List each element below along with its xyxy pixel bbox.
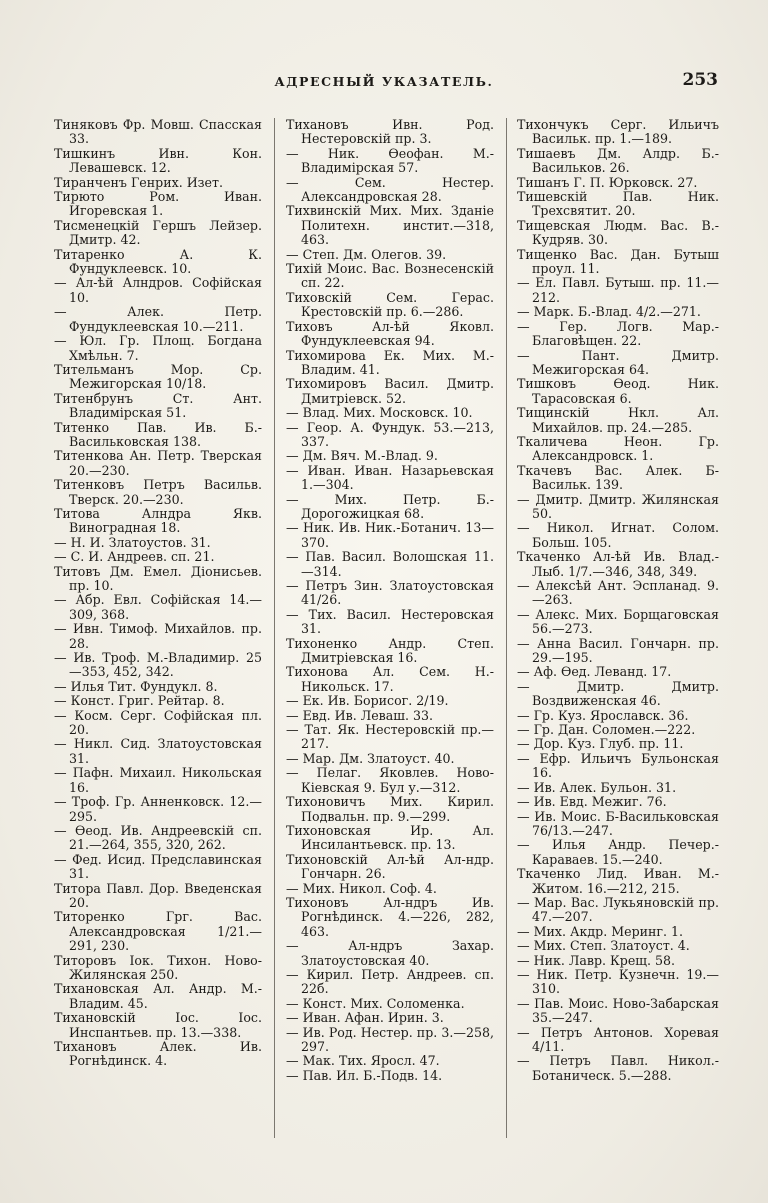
directory-entry: — Ник. Петр. Кузнечн. 19.—310. (517, 966, 719, 997)
directory-entry: — Сем. Нестер. Александровская 28. (286, 174, 494, 205)
directory-entry: — Степ. Дм. Олегов. 39. (286, 246, 447, 262)
directory-entry: — Косм. Серг. Софійская пл. 20. (54, 707, 262, 738)
column-divider (274, 118, 275, 1138)
directory-entry: Титенковъ Петръ Васильв. Тверск. 20.—230. (54, 477, 262, 507)
directory-entry: — Мих. Никол. Соф. 4. (286, 880, 437, 896)
directory-entry: — С. И. Андреев. сп. 21. (54, 549, 215, 565)
directory-entry: — Дм. Вяч. М.-Влад. 9. (286, 448, 438, 464)
directory-entry: Титора Павл. Дор. Введенская 20. (54, 880, 262, 910)
directory-entry: Тищевская Людм. Вас. В.-Кудряв. 30. (517, 217, 719, 248)
directory-entry: — Мар. Вас. Лукьяновскій пр. 47.—207. (517, 894, 719, 925)
directory-entry: Тишанъ Г. П. Юрковск. 27. (517, 174, 698, 190)
directory-entry: Тихановская Ал. Андр. М.-Владим. 45. (54, 981, 262, 1011)
directory-entry: — Мих. Степ. Златоуст. 4. (517, 938, 690, 954)
directory-entry: — Аф. Өед. Леванд. 17. (517, 664, 672, 680)
directory-entry: Ткаченко Ал-ѣй Ив. Влад.-Лыб. 1/7.—346, 348, 349. (517, 549, 719, 579)
directory-entry: Ткаченко Лид. Иван. М.-Житом. 16.—212, 215. (517, 866, 719, 896)
directory-entry: — Гр. Дан. Соломен.—222. (517, 722, 696, 738)
directory-entry: Тихончукъ Серг. Ильичъ Васильк. пр. 1.—189. (517, 117, 719, 147)
directory-entry: — Ник. Лавр. Крещ. 58. (517, 952, 676, 968)
column-2 (286, 118, 494, 1083)
directory-entry: — Петръ Антонов. Хоревая 4/11. (517, 1024, 719, 1054)
directory-entry: Титоровъ Іок. Тихон. Ново-Жилянская 250. (54, 952, 262, 982)
directory-entry: — Алек. Петр. Фундуклеевская 10.—211. (54, 304, 262, 334)
directory-entry: — Гр. Куз. Ярославск. 36. (517, 707, 689, 723)
directory-entry: Тихомировъ Васил. Дмитр. Дмитріевск. 52. (286, 376, 494, 406)
directory-entry: — Конст. Григ. Рейтар. 8. (54, 693, 225, 709)
directory-entry: — Тат. Як. Нестеровскій пр.—217. (286, 722, 494, 752)
directory-entry: — Пелаг. Яковлев. Ново-Кіевская 9. Бул у.—312. (286, 765, 494, 795)
directory-entry: — Ив. Евд. Межиг. 76. (517, 794, 667, 810)
directory-entry: Тихоновичъ Мих. Кирил. Подвальн. пр. 9.—299. (286, 794, 494, 824)
directory-entry: — Марк. Б.-Влад. 4/2.—271. (517, 304, 701, 320)
directory-entry: Ткачевъ Вас. Алек. Б-Васильк. 139. (517, 462, 719, 493)
directory-entry: — Геор. А. Фундук. 53.—213, 337. (286, 419, 494, 449)
directory-entry: Титенбрунъ Ст. Ант. Владимірская 51. (54, 390, 262, 421)
directory-entry: — Фед. Исид. Предславинская 31. (54, 851, 262, 882)
directory-entry: — Анна Васил. Гончарн. пр. 29.—195. (517, 635, 719, 666)
directory-entry: — Мак. Тих. Яросл. 47. (286, 1053, 440, 1069)
directory-entry: Тихановскій Іос. Іос. Инспантьев. пр. 13.—338. (54, 1010, 262, 1040)
directory-entry: — Мар. Дм. Златоуст. 40. (286, 750, 455, 766)
directory-entry: — Пав. Васил. Волошская 11.—314. (286, 549, 494, 579)
directory-entry: — Влад. Мих. Московск. 10. (286, 405, 473, 421)
directory-entry: — Евд. Ив. Леваш. 33. (286, 707, 434, 723)
directory-entry: — Тих. Васил. Нестеровская 31. (286, 606, 494, 637)
directory-entry: Тихановъ Алек. Ив. Рогнѣдинск. 4. (54, 1039, 262, 1069)
directory-entry: Тирюто Ром. Иван. Игоревская 1. (54, 189, 262, 219)
directory-entry: — Пафн. Михаил. Никольская 16. (54, 765, 262, 795)
directory-entry: — Никол. Игнат. Солом. Больш. 105. (517, 520, 719, 550)
directory-entry: Титовъ Дм. Емел. Діонисьев. пр. 10. (54, 563, 262, 593)
directory-entry: — Ал-ндръ Захар. Златоустовская 40. (286, 938, 494, 968)
directory-entry: — Алекс. Мих. Борщаговская 56.—273. (517, 606, 719, 637)
column-3 (517, 118, 719, 1083)
directory-entry: Тиховскій Сем. Герас. Крестовскій пр. 6.—286. (286, 289, 494, 320)
directory-entry: — Пав. Моис. Ново-Забарская 35.—247. (517, 995, 719, 1026)
directory-entry: Тихомирова Ек. Мих. М.-Владим. 41. (286, 347, 494, 377)
directory-entry: — Мих. Акдр. Меринг. 1. (517, 923, 684, 939)
directory-entry: — Юл. Гр. Площ. Богдана Хмѣльн. 7. (54, 333, 262, 363)
directory-entry: Тихоновъ Ал-ндръ Ив. Рогнѣдинск. 4.—226, 282, 463. (286, 894, 494, 939)
directory-entry: — Ек. Ив. Борисог. 2/19. (286, 693, 449, 709)
directory-entry: — Ив. Троф. М.-Владимир. 25—353, 452, 342. (54, 650, 262, 680)
directory-entry: — Мих. Петр. Б.-Дорогожицкая 68. (286, 491, 494, 521)
directory-entry: — Ник. Ив. Ник.-Ботанич. 13—370. (286, 520, 494, 550)
directory-entry: Тихановъ Ивн. Род. Нестеровскій пр. 3. (286, 117, 494, 147)
directory-entry: — Ив. Моис. Б-Васильковская 76/13.—247. (517, 808, 719, 838)
directory-entry: Тиняковъ Фр. Мовш. Спасская 33. (54, 117, 262, 147)
directory-entry: Тишевскій Пав. Ник. Трехсвятит. 20. (517, 189, 719, 219)
directory-entry: — Петръ Павл. Никол.-Ботаническ. 5.—288. (517, 1053, 719, 1083)
directory-entry: Тищенко Вас. Дан. Бутыш проул. 11. (517, 246, 719, 277)
directory-entry: Тишковъ Өеод. Ник. Тарасовская 6. (517, 376, 719, 406)
directory-entry: — Никл. Сид. Златоустовская 31. (54, 736, 262, 766)
column-1 (54, 118, 262, 1069)
directory-entry: — Ив. Алек. Бульон. 31. (517, 779, 677, 795)
directory-entry: — Пав. Ил. Б.-Подв. 14. (286, 1067, 443, 1083)
directory-entry: — Кирил. Петр. Андреев. сп. 22б. (286, 966, 494, 997)
page-header-title: АДРЕСНЫЙ УКАЗАТЕЛЬ. (274, 74, 494, 89)
directory-entry: Тишкинъ Ивн. Кон. Левашевск. 12. (54, 145, 262, 176)
directory-entry: — Дмитр. Дмитр. Воздвиженская 46. (517, 678, 719, 709)
directory-entry: Тищинскій Нкл. Ал. Михайлов. пр. 24.—285. (517, 405, 719, 435)
directory-entry: — Петръ Зин. Златоустовская 41/26. (286, 578, 494, 608)
directory-entry: — Н. И. Златоустов. 31. (54, 534, 211, 550)
directory-entry: — Троф. Гр. Анненковск. 12.—295. (54, 794, 262, 824)
directory-entry: Тихоновская Ир. Ал. Инсилантьевск. пр. 13. (286, 822, 494, 853)
directory-entry: — Дмитр. Дмитр. Жилянская 50. (517, 491, 719, 521)
directory-entry: Тиранченъ Генрих. Изет. (54, 174, 223, 190)
directory-entry: Тисменецкій Гершъ Лейзер. Дмитр. 42. (54, 217, 262, 248)
directory-entry: Тительманъ Мор. Ср. Межигорская 10/18. (54, 361, 262, 392)
directory-entry: — Ал-ѣй Алндров. Софійская 10. (54, 275, 262, 305)
directory-entry: — Ник. Өеофан. М.-Владимірская 57. (286, 145, 494, 176)
directory-entry: Тихонова Ал. Сем. Н.-Никольск. 17. (286, 664, 494, 694)
directory-entry: Титенко Пав. Ив. Б.-Васильковская 138. (54, 419, 262, 449)
directory-entry: Титоренко Грг. Вас. Александровская 1/21.—291, 230. (54, 909, 262, 954)
directory-entry: — Ив. Род. Нестер. пр. 3.—258, 297. (286, 1024, 494, 1054)
directory-entry: — Пант. Дмитр. Межигорская 64. (517, 347, 719, 377)
directory-entry: Титова Алндра Якв. Виноградная 18. (54, 505, 262, 536)
column-divider (506, 118, 507, 1138)
directory-entry: Тихій Моис. Вас. Вознесенскій сп. 22. (286, 261, 494, 291)
directory-entry: — Абр. Евл. Софійская 14.—309, 368. (54, 592, 262, 622)
directory-entry: Тишаевъ Дм. Алдр. Б.-Васильков. 26. (517, 145, 719, 176)
directory-entry: Тихоновскій Ал-ѣй Ал-ндр. Гончарн. 26. (286, 851, 494, 882)
directory-entry: Тиховъ Ал-ѣй Яковл. Фундуклеевская 94. (286, 318, 494, 349)
directory-entry: — Дор. Куз. Глуб. пр. 11. (517, 736, 684, 752)
directory-entry: — Алексѣй Ант. Эспланад. 9.—263. (517, 578, 719, 608)
directory-entry: — Ивн. Тимоф. Михайлов. пр. 28. (54, 621, 262, 651)
directory-entry: — Илья Тит. Фундукл. 8. (54, 678, 218, 694)
directory-entry: — Ел. Павл. Бутыш. пр. 11.—212. (517, 275, 719, 305)
directory-entry: — Иван. Афан. Ирин. 3. (286, 1010, 444, 1026)
directory-entry: Тихвинскій Мих. Мих. Зданіе Политехн. инстит.—318, 463. (286, 203, 494, 248)
page-number: 253 (682, 70, 718, 90)
directory-entry: Титенкова Ан. Петр. Тверская 20.—230. (54, 448, 262, 478)
directory-entry: Тихоненко Андр. Степ. Дмитріевская 16. (286, 635, 494, 666)
directory-entry: — Илья Андр. Печер.-Караваев. 15.—240. (517, 837, 719, 867)
directory-entry: — Иван. Иван. Назарьевская 1.—304. (286, 462, 494, 493)
directory-entry: — Өеод. Ив. Андреевскій сп. 21.—264, 355, 320, 262. (54, 822, 262, 853)
directory-entry: Титаренко А. К. Фундуклеевск. 10. (54, 246, 262, 277)
directory-entry: — Ефр. Ильичъ Бульонская 16. (517, 750, 719, 781)
directory-entry: Ткаличева Неон. Гр. Александровск. 1. (517, 433, 719, 464)
directory-entry: — Конст. Мих. Соломенка. (286, 995, 465, 1011)
directory-entry: — Гер. Логв. Мар.-Благовѣщен. 22. (517, 318, 719, 349)
